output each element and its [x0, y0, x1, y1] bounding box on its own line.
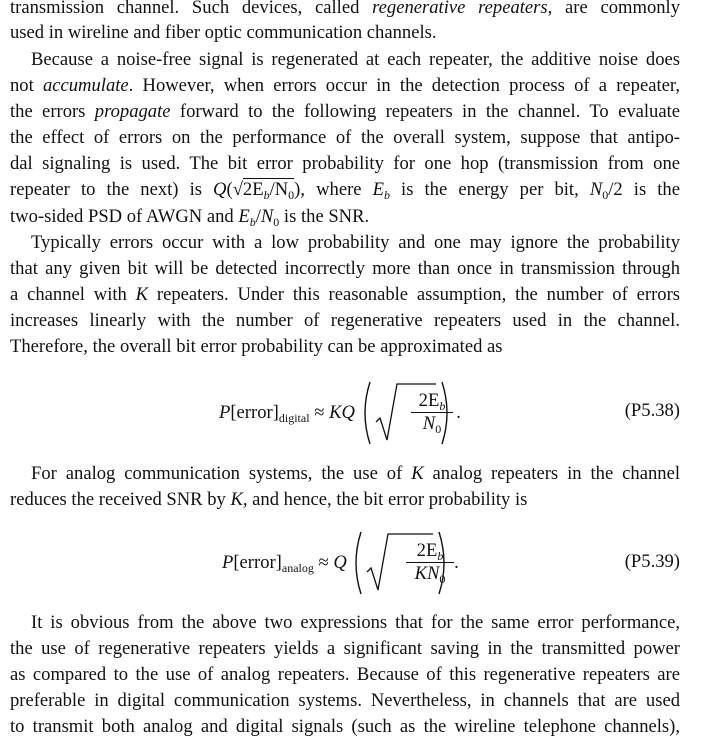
text-line: not accumulate. However, when errors occur in the detection process of a repeater, — [10, 75, 680, 96]
text-line: It is obvious from the above two expressions that for the same error performance, — [31, 612, 680, 633]
text-line: dal signaling is used. The bit error probability for one hop (transmission from one — [10, 153, 680, 174]
equation-number: (P5.38) — [624, 400, 680, 421]
text-line: preferable in digital communication systems. Nevertheless, in channels that are used — [10, 690, 680, 711]
equation-p5-38: $P[error]_{digital}$ ≈ KQ $\frac{2E_b}{N_0}$ . — [219, 378, 461, 448]
fraction: $\frac{2E_b}{KN_0}$ — [406, 540, 454, 585]
text-line: Typically errors occur with a low probability and one may ignore the probability — [31, 232, 680, 253]
text-line: For analog communication systems, the use of K analog repeaters in the channel — [31, 463, 680, 484]
text-line: the use of regenerative repeaters yields a significant saving in the transmitted power — [10, 638, 680, 659]
text-line: Therefore, the overall bit error probability can be approximated as — [10, 336, 503, 357]
text-line: transmission channel. Such devices, called regenerative repeaters, are commonly — [10, 0, 680, 18]
text-line: the errors propagate forward to the following repeaters in the channel. To evaluate — [10, 101, 681, 122]
equation-p5-39: $P[error]_{analog} \approx Q$ $\frac{2E_b}{KN_0}$ . — [222, 528, 459, 598]
fraction: $\frac{2E_b}{N_0}$ — [411, 390, 453, 435]
text-line: reduces the received SNR by K, and hence, the bit error probability is — [10, 489, 528, 510]
text-line: repeater to the next) is $Q(√2E_b/N_0)$, where $E_b$ is the energy per bit, $N_0/2$ is the — [10, 179, 680, 202]
text-line: to transmit both analog and digital signals (such as the wireline telephone channels), — [10, 716, 680, 737]
text-line: used in wireline and fiber optic communication channels. — [10, 22, 437, 43]
text-line: the effect of errors on the performance of the overall system, suppose that antipo- — [10, 127, 680, 148]
text-line: Because a noise-free signal is regenerated at each repeater, the additive noise does — [31, 49, 680, 70]
equation-number: (P5.39) — [624, 551, 680, 572]
sqrt-symbol: $√2E_b/N_0$ — [232, 179, 295, 202]
text-line: a channel with K repeaters. Under this reasonable assumption, the number of errors — [10, 284, 680, 305]
text-line: two-sided PSD of AWGN and $E_b/N_0$ is the SNR. — [10, 206, 370, 229]
text-line: increases linearly with the number of regenerative repeaters used in the channel. — [10, 310, 680, 331]
text-line: as compared to the use of analog repeaters. Because of this regenerative repeaters are — [10, 664, 680, 685]
text-line: that any given bit will be detected incorrectly more than once in transmission through — [10, 258, 680, 279]
